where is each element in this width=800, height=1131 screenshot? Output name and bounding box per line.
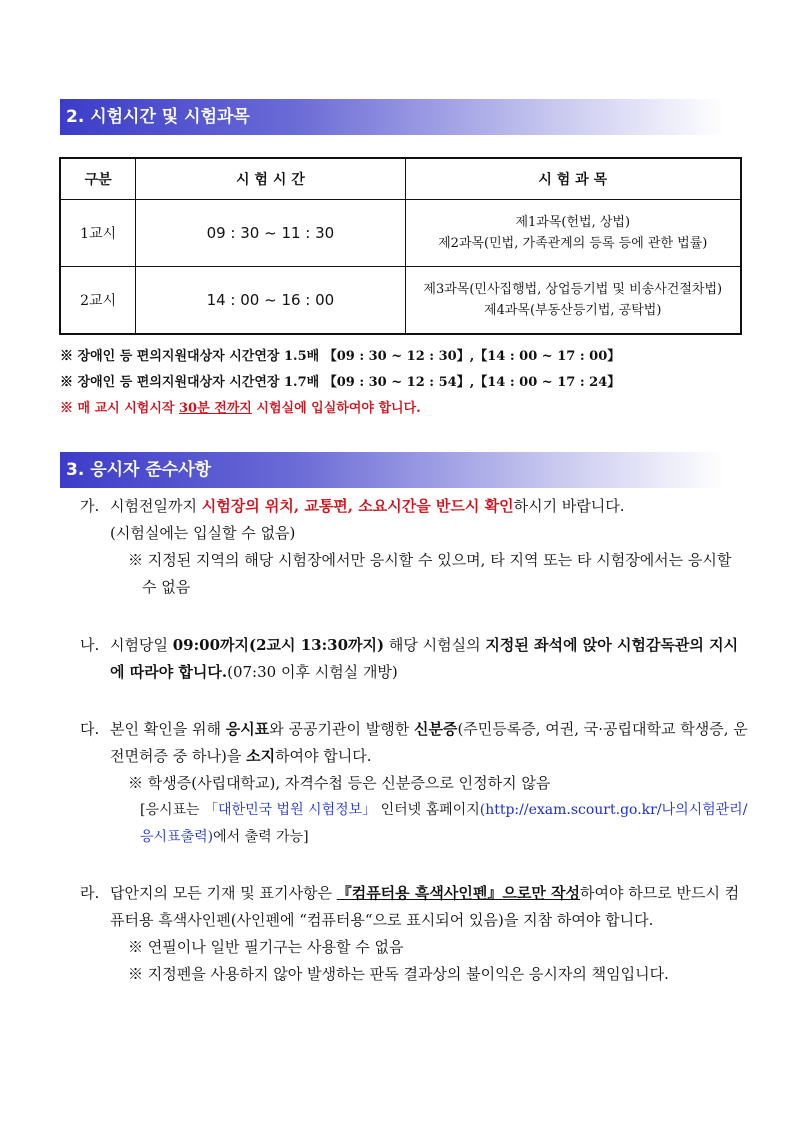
header-period: 구분 xyxy=(60,158,136,200)
table-row xyxy=(60,267,741,335)
section-3-title: 3. 응시자 준수사항 xyxy=(60,452,725,488)
section-2-title: 2. 시험시간 및 시험과목 xyxy=(60,99,725,135)
rule-emphasis: 소지 xyxy=(246,747,276,765)
rule-emphasis: 09:00까지(2교시 13:30까지) xyxy=(172,636,385,654)
header-time: 시 험 시 간 xyxy=(136,158,405,200)
rule-body xyxy=(110,493,748,601)
note-text: 시험실에 입실하여야 합니다. xyxy=(251,401,421,416)
rule-text: (07:30 이후 시험실 개방) xyxy=(227,663,398,681)
exam-site-url-link[interactable]: (http://exam.scourt.go.kr/나의시험관리/응시표출력) xyxy=(140,802,748,845)
note-text: 에서 출력 가능] xyxy=(213,829,309,845)
rule-body xyxy=(110,632,748,686)
note-underline-text: 30분 전까지 xyxy=(179,401,252,416)
rule-text: 해당 시험실의 xyxy=(384,636,486,654)
rule-label: 라. xyxy=(80,884,100,902)
row-time: 14 : 00 ~ 16 : 00 xyxy=(136,267,405,335)
row-time: 09 : 30 ~ 11 : 30 xyxy=(136,200,405,267)
rule-subnote: ※ 연필이나 일반 필기구는 사용할 수 없음 xyxy=(128,938,404,956)
rule-subnote: ※ 지정펜을 사용하지 않아 발생하는 판독 결과상의 불이익은 응시자의 책임입니다. xyxy=(128,965,669,983)
rule-label: 다. xyxy=(80,720,100,738)
rule-body xyxy=(110,716,748,851)
rule-emphasis: 신분증 xyxy=(413,720,458,738)
site-name-link[interactable]: 「대한민국 법원 시험정보」 xyxy=(204,802,377,818)
rule-text: (시험실에는 입실할 수 없음) xyxy=(110,524,296,542)
exam-schedule-table xyxy=(59,157,742,335)
time-extension-note-1-5: ※ 장애인 등 편의지원대상자 시간연장 1.5배 【09 : 30 ~ 12 : 30】,【14 : 00 ~ 17 : 00】 xyxy=(60,349,621,364)
rule-text: 하여야 하므로 반드시 컴퓨터용 흑색사인펜(사인펜에 “컴퓨터용“으로 표시되어 있음)을 지참 하여야 합니다. xyxy=(110,884,740,929)
note-text: ※ 매 교시 시험시작 xyxy=(60,401,180,416)
rule-emphasis: 지정된 좌석에 앉아 시험감독관의 지시에 따라야 합니다. xyxy=(110,636,739,681)
rule-subnote: ※ 학생증(사립대학교), 자격수첩 등은 신분증으로 인정하지 않음 xyxy=(128,774,551,792)
rule-emphasis: 시험장의 위치, 교통편, 소요시간을 반드시 확인 xyxy=(201,497,514,515)
note-text: 인터넷 홈페이지 xyxy=(376,802,480,818)
rule-na xyxy=(80,632,748,686)
subject-line: 제1과목(헌법, 상법) xyxy=(515,215,631,230)
subject-line: 제2과목(민법, 가족관계의 등록 등에 관한 법률) xyxy=(438,236,708,251)
rule-text: 하여야 합니다. xyxy=(275,747,372,765)
rule-text: 본인 확인을 위해 xyxy=(110,720,226,738)
rule-ra xyxy=(80,880,748,988)
rule-text: (주민등록증, 여권, 국·공립대학교 학생증, 운전면허증 중 하나)을 xyxy=(110,720,748,765)
rule-label: 가. xyxy=(80,497,100,515)
entry-deadline-note xyxy=(60,397,421,416)
header-subjects: 시 험 과 목 xyxy=(405,158,741,200)
table-row xyxy=(60,200,741,267)
rule-body xyxy=(110,880,748,988)
row-period: 2교시 xyxy=(60,267,136,335)
rule-text: 하시기 바랍니다. xyxy=(513,497,625,515)
subject-line: 제3과목(민사집행법, 상업등기법 및 비송사건절차법) xyxy=(423,282,723,297)
subject-line: 제4과목(부동산등기법, 공탁법) xyxy=(484,303,662,318)
rule-emphasis: 『컴퓨터용 흑색사인펜』으로만 작성 xyxy=(336,884,581,902)
rule-ga xyxy=(80,493,748,601)
rule-text: 와 공공기관이 발행한 xyxy=(269,720,414,738)
rule-da xyxy=(80,716,748,851)
row-subjects xyxy=(405,200,741,267)
rule-text: 시험전일까지 xyxy=(110,497,202,515)
rule-text: 답안지의 모든 기재 및 표기사항은 xyxy=(110,884,337,902)
time-extension-note-1-7: ※ 장애인 등 편의지원대상자 시간연장 1.7배 【09 : 30 ~ 12 : 54】,【14 : 00 ~ 17 : 24】 xyxy=(60,375,621,390)
row-subjects xyxy=(405,267,741,335)
rule-text: 시험당일 xyxy=(110,636,173,654)
note-text: [응시표는 xyxy=(140,802,205,818)
table-header-row xyxy=(60,158,741,200)
row-period: 1교시 xyxy=(60,200,136,267)
rule-emphasis: 응시표 xyxy=(225,720,270,738)
admission-ticket-note xyxy=(140,797,748,851)
rule-label: 나. xyxy=(80,636,100,654)
rule-subnote: ※ 지정된 지역의 해당 시험장에서만 응시할 수 있으며, 타 지역 또는 타 시험장에서는 응시할 수 없음 xyxy=(128,551,732,596)
